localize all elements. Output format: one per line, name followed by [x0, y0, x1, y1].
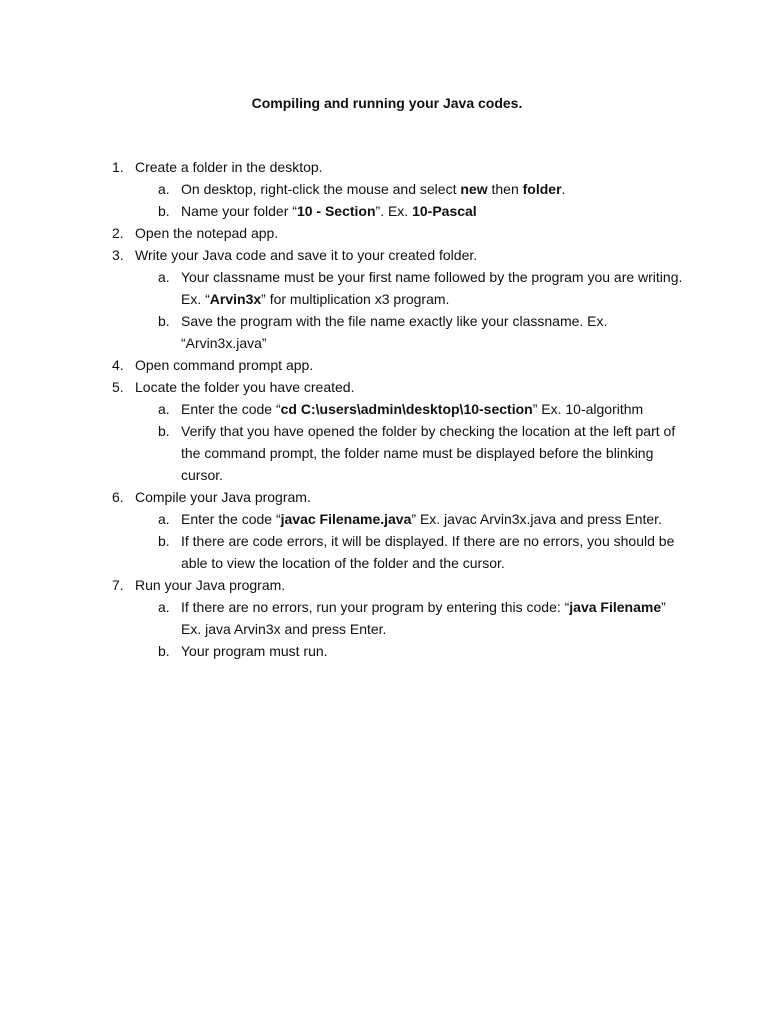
- list-item-substep: [0, 178, 768, 200]
- step-number: 5.: [112, 379, 124, 395]
- step-text: Open command prompt app.: [135, 357, 314, 373]
- list-item-step-3: [0, 244, 768, 266]
- substep-text: If there are no errors, run your program by entering this code: “: [181, 599, 570, 615]
- step-text: Compile your Java program.: [135, 489, 311, 505]
- list-item-substep: [0, 508, 768, 530]
- substep-text: ” for multiplication x3 program.: [261, 291, 450, 307]
- list-item-substep: [0, 310, 768, 354]
- substep-text: On desktop, right-click the mouse and select: [181, 181, 461, 197]
- step-text: Write your Java code and save it to your created folder.: [135, 247, 478, 263]
- substep-text: If there are code errors, it will be displayed. If there are no errors, you should be able to view the location of the folder and the cursor.: [181, 533, 675, 571]
- substep-text-bold: folder: [522, 181, 562, 197]
- step-number: 2.: [112, 225, 124, 241]
- substep-letter: a.: [158, 401, 170, 417]
- list-item-step-5: [0, 376, 768, 398]
- substep-letter: a.: [158, 599, 170, 615]
- document-title: Compiling and running your Java codes.: [251, 95, 523, 111]
- list-item-step-4: [0, 354, 768, 376]
- substep-text-bold: cd C:\users\admin\desktop\10-section: [280, 401, 533, 417]
- substep-text: ”. Ex.: [375, 203, 413, 219]
- substep-text-bold: javac Filename.java: [280, 511, 412, 527]
- substep-text-bold: 10 - Section: [296, 203, 376, 219]
- step-number: 6.: [112, 489, 124, 505]
- list-item-substep: [0, 266, 768, 310]
- substep-text-bold: java Filename: [569, 599, 662, 615]
- list-item-substep: [0, 398, 768, 420]
- list-item-step-7: [0, 574, 768, 596]
- substep-text: Enter the code “: [181, 511, 281, 527]
- substep-letter: b.: [158, 203, 170, 219]
- substep-text: then: [487, 181, 523, 197]
- step-text: Locate the folder you have created.: [135, 379, 355, 395]
- step-number: 1.: [112, 159, 124, 175]
- step-text: Run your Java program.: [135, 577, 286, 593]
- list-item-substep: [0, 200, 768, 222]
- substep-letter: a.: [158, 269, 170, 285]
- list-item-step-2: [0, 222, 768, 244]
- substep-letter: b.: [158, 643, 170, 659]
- substep-text: Name your folder “: [181, 203, 297, 219]
- substep-letter: b.: [158, 533, 170, 549]
- step-text: Create a folder in the desktop.: [135, 159, 323, 175]
- substep-text-bold: Arvin3x: [209, 291, 262, 307]
- substep-text: ” Ex. java Arvin3x and press Enter.: [181, 599, 666, 637]
- list-item-substep: [0, 640, 768, 662]
- step-number: 3.: [112, 247, 124, 263]
- step-text: Open the notepad app.: [135, 225, 279, 241]
- list-item-step-6: [0, 486, 768, 508]
- substep-text: Your classname must be your first name followed by the program you are writing. Ex. “: [181, 269, 683, 307]
- substep-text: ” Ex. javac Arvin3x.java and press Enter.: [411, 511, 662, 527]
- substep-letter: a.: [158, 511, 170, 527]
- list-item-substep: [0, 530, 768, 574]
- substep-text: Verify that you have opened the folder by checking the location at the left part of the command prompt, the folder name must be displayed before the blinking cursor.: [181, 423, 676, 483]
- list-item-step-1: [0, 156, 768, 178]
- step-number: 7.: [112, 577, 124, 593]
- step-number: 4.: [112, 357, 124, 373]
- substep-letter: b.: [158, 423, 170, 439]
- substep-text: Enter the code “: [181, 401, 281, 417]
- list-item-substep: [0, 420, 768, 486]
- list-item-substep: [0, 596, 768, 640]
- substep-text: Save the program with the file name exactly like your classname. Ex. “Arvin3x.java”: [181, 313, 608, 351]
- substep-text: Your program must run.: [181, 643, 328, 659]
- substep-text: ” Ex. 10-algorithm: [532, 401, 644, 417]
- steps-list: [0, 156, 768, 662]
- substep-letter: b.: [158, 313, 170, 329]
- substep-text-bold: 10-Pascal: [412, 203, 477, 219]
- substep-text-bold: new: [460, 181, 488, 197]
- substep-text: .: [561, 181, 566, 197]
- substep-letter: a.: [158, 181, 170, 197]
